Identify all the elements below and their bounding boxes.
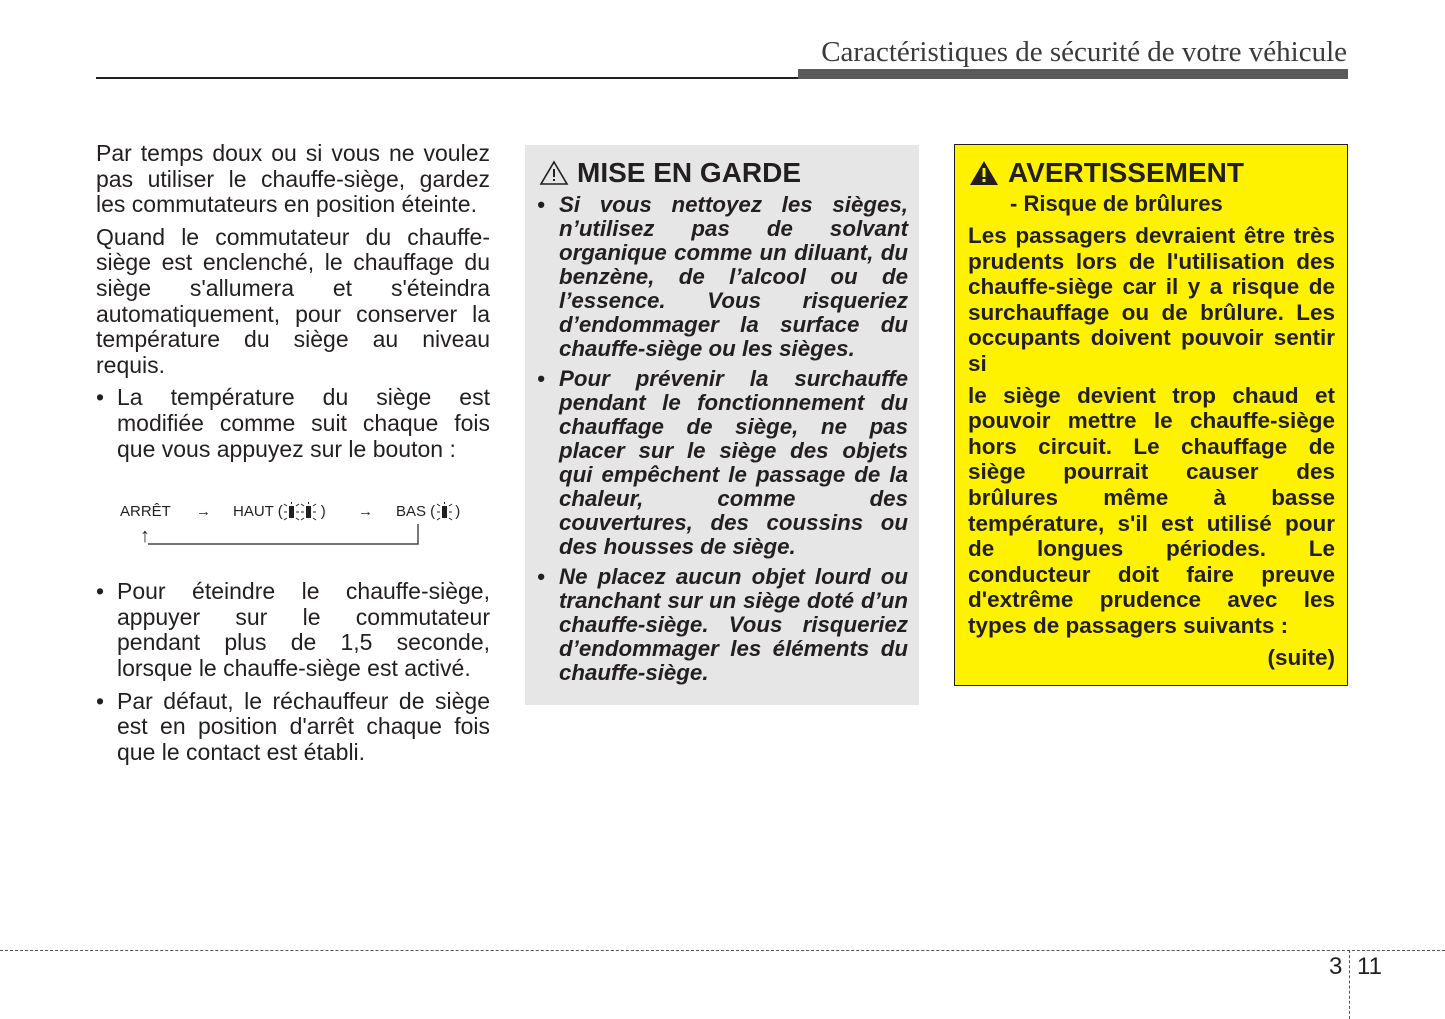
diagram-return-arrow: ↑: [140, 525, 150, 548]
warning-text: [968, 223, 1335, 670]
warning-title: AVERTISSEMENT: [1008, 157, 1244, 188]
caution-item-text: Pour prévenir la surchauffe pendant le fonctionnement du chauffage de siège, ne pas placer sur le siège des objets qui empêchent le passage de la chaleur, comme des couvertures, des coussins ou des housses de siège.: [559, 366, 908, 559]
bullet-text: La température du siège est modifiée comme suit chaque fois que vous appuyez sur le bouton :: [117, 384, 490, 462]
caution-heading: [539, 157, 801, 189]
bullet-default-off: [96, 689, 490, 766]
bullet-dot: •: [537, 564, 545, 589]
diagram-arrow-2: →: [358, 503, 373, 521]
bullet-dot: •: [96, 384, 105, 411]
caution-box: [525, 145, 919, 705]
diagram-return-line: [146, 524, 421, 548]
caution-item-text: Si vous nettoyez les sièges, n’utilisez pas de solvant organique comme un diluant, du benzène, de l’alcool ou de l’essence. Vous risqueriez d’endommager la surface du chauffe-siège ou les sièges.: [559, 192, 908, 361]
diagram-arrow-1: →: [196, 503, 211, 521]
diagram-high-label: HAUT (: [233, 503, 283, 521]
paragraph-switch-on: Quand le commutateur du chauffe-siège est enclenché, le chauffage du siège s'allumera et s'éteindra automatiquement, pour conserver la température du siège au niveau requis.: [96, 223, 490, 378]
bullet-dot: •: [96, 578, 105, 605]
bullet-text: Pour éteindre le chauffe-siège, appuyer sur le commutateur pendant plus de 1,5 seconde, lorsque le chauffe-siège est activé.: [117, 578, 490, 681]
caution-title: MISE EN GARDE: [577, 157, 802, 188]
warning-subtitle: - Risque de brûlures: [1010, 191, 1223, 216]
warning-heading: [969, 157, 1244, 189]
diagram-low-label: BAS (: [396, 503, 436, 521]
bullet-temperature-change: [96, 385, 490, 462]
bullet-dot: •: [96, 687, 105, 714]
caution-item: [537, 193, 908, 361]
caution-item: [537, 367, 908, 559]
diagram-low-close: ): [455, 503, 461, 521]
section-number: 3: [1329, 953, 1343, 980]
diagram-high-group: [233, 499, 326, 525]
footer-rule: [0, 950, 1445, 951]
warning-filled-icon: [969, 160, 999, 186]
warning-continued: (suite): [1267, 644, 1335, 670]
bullet-turn-off: [96, 579, 490, 681]
warning-paragraph-1: Les passagers devraient être très prudents lors de l'utilisation des chauffe-siège car il y a risque de surchauffage ou de brûlure. Les occupants doivent pouvoir sentir si: [968, 223, 1335, 376]
header-rule-thin: [96, 77, 798, 79]
bullet-dot: •: [537, 366, 545, 391]
diagram-low-group: [396, 499, 460, 525]
diagram-high-close: ): [320, 503, 326, 521]
caution-item: [537, 565, 908, 685]
seat-heat-high-icon: [283, 502, 321, 522]
heat-cycle-diagram: [96, 469, 490, 579]
caution-list: [537, 193, 908, 691]
header-rule-thick: [798, 69, 1348, 79]
warning-outline-icon: [539, 160, 569, 186]
bullet-dot: •: [537, 192, 545, 217]
paragraph-mild-weather: Par temps doux ou si vous ne voulez pas utiliser le chauffe-siège, gardez les commutateurs en position éteinte.: [96, 140, 490, 218]
header-title: Caractéristiques de sécurité de votre véhicule: [821, 36, 1347, 68]
bullet-text: Par défaut, le réchauffeur de siège est en position d'arrêt chaque fois que le contact est établi.: [117, 687, 490, 765]
diagram-off-label: ARRÊT: [120, 503, 171, 521]
left-column: [96, 141, 490, 772]
seat-heat-low-icon: [435, 502, 455, 522]
warning-box: [954, 144, 1348, 686]
page-number: 11: [1357, 953, 1382, 980]
footer-divider: [1349, 950, 1350, 1019]
warning-paragraph-2: le siège devient trop chaud et pouvoir mettre le chauffe-siège hors circuit. Le chauffage de siège pourrait causer des brûlures même à basse température, s'il est utilisé pour de longues périodes. Le conducteur doit faire preuve d'extrême prudence avec les types de passagers suivants :: [968, 382, 1335, 638]
caution-item-text: Ne placez aucun objet lourd ou tranchant sur un siège doté d’un chauffe-siège. Vous risqueriez d’endommager les éléments du chauffe-siège.: [559, 564, 908, 685]
